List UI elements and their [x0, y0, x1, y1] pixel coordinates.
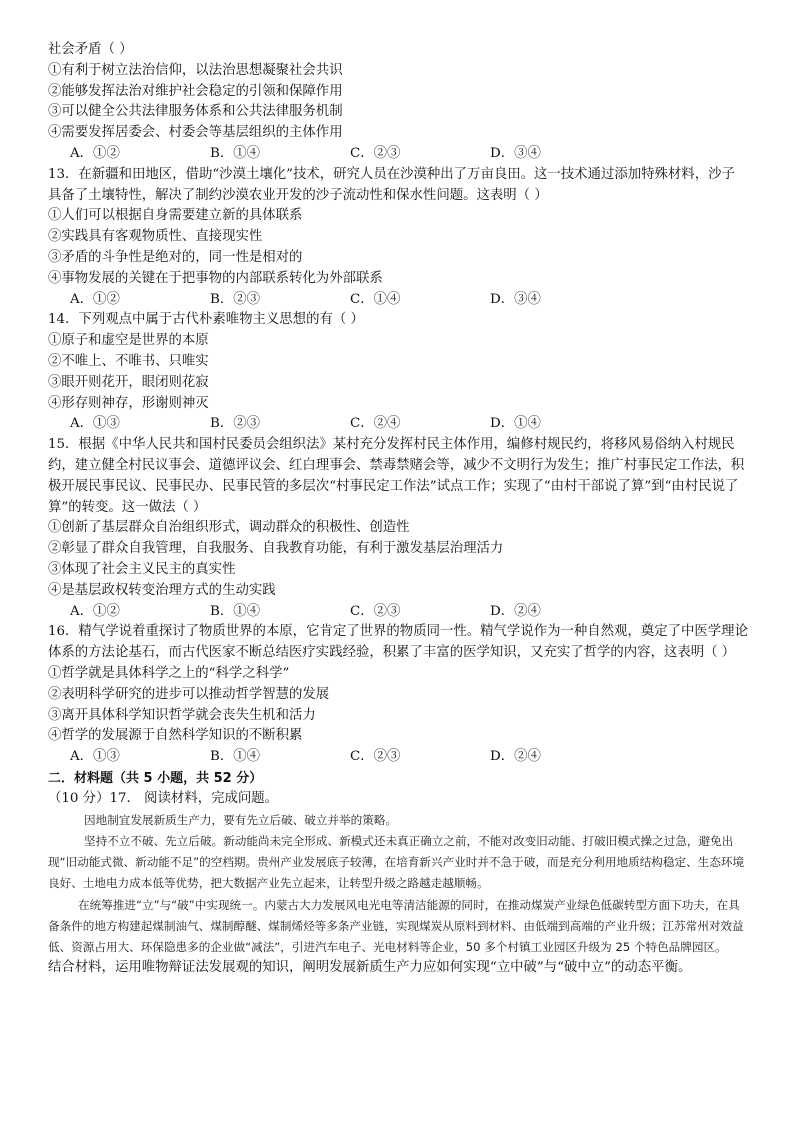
q17-material-paragraph-2: 在统筹推进“立”与“破”中实现统一。内蒙古大力发展风电光电等清洁能源的同时，在推动煤炭产业绿色低碳转型方面下功夫，在具备条件的地方构建起煤制油气、煤制醇醚、煤制烯烃等多条产业链，实现煤炭从原料到材料、由低端到高端的产业升级；江苏常州对效益低、资源占用大、环保隐患多的企业做“减法”，引进汽车电子、光电材料等企业，50 多个村镇工业园区升级为 25 个特色品牌园区。 [48, 897, 744, 954]
q13-option-a[interactable]: A．①② [70, 291, 120, 307]
q13-options [48, 290, 748, 311]
section-2-title: 二．材料题（共 5 小题，共 52 分） [48, 770, 263, 786]
q13-option-c[interactable]: C．①④ [350, 291, 401, 307]
q16-option-c[interactable]: C．②③ [350, 749, 401, 765]
q12-option-d[interactable]: D．③④ [490, 145, 541, 161]
q15-item-1: ①创新了基层群众自治组织形式，调动群众的积极性、创造性 [48, 520, 410, 536]
q15-option-d[interactable]: D．②④ [490, 603, 541, 619]
q12-stem-tail: 社会矛盾（ ） [48, 42, 133, 57]
q13-option-d[interactable]: D．③④ [490, 291, 541, 307]
q12-options [48, 144, 748, 165]
q15-option-a[interactable]: A．①② [70, 603, 120, 619]
q13-item-1: ①人们可以根据自身需要建立新的具体联系 [48, 208, 303, 224]
q15-item-2: ②彰显了群众自我管理，自我服务、自我教育功能，有利于激发基层治理活力 [48, 541, 504, 557]
q14-option-b[interactable]: B．②③ [210, 416, 261, 432]
q12-item-3: ③可以健全公共法律服务体系和公共法律服务机制 [48, 104, 343, 120]
q16-item-4: ④哲学的发展源于自然科学知识的不断积累 [48, 728, 303, 744]
q12-option-a[interactable]: A．①② [70, 145, 120, 161]
q16-item-3: ③离开具体科学知识哲学就会丧失生机和活力 [48, 707, 316, 723]
q12-item-4: ④需要发挥居委会、村委会等基层组织的主体作用 [48, 125, 343, 141]
q14-item-3: ③眼开则花开，眼闭则花寂 [48, 374, 209, 390]
q14-item-2: ②不唯上、不唯书、只唯实 [48, 353, 209, 369]
q12-item-1: ①有利于树立法治信仰，以法治思想凝聚社会共识 [48, 62, 343, 78]
q13-option-b[interactable]: B．②③ [210, 291, 261, 307]
q14-item-4: ④形存则神存，形谢则神灭 [48, 395, 209, 411]
q13-item-2: ②实践具有客观物质性、直接现实性 [48, 229, 263, 245]
q16-stem: 16．精气学说着重探讨了物质世界的本原，它肯定了世界的物质同一性。精气学说作为一种自然观，奠定了中医学理论体系的方法论基石，而古代医家不断总结医疗实践经验，积累了丰富的医学知识，又充实了哲学的内容，这表明（ ） [48, 624, 748, 661]
q16-item-2: ②表明科学研究的进步可以推动哲学智慧的发展 [48, 686, 330, 702]
q15-options [48, 602, 748, 623]
q17-heading: （10 分）17． 阅读材料，完成问题。 [48, 790, 279, 806]
q12-option-c[interactable]: C．②③ [350, 145, 401, 161]
q14-option-d[interactable]: D．①④ [490, 416, 541, 432]
q16-option-d[interactable]: D．②④ [490, 749, 541, 765]
q16-option-a[interactable]: A．①③ [70, 749, 120, 765]
q14-item-1: ①原子和虚空是世界的本原 [48, 333, 209, 349]
q13-item-3: ③矛盾的斗争性是绝对的，同一性是相对的 [48, 249, 303, 265]
q15-item-3: ③体现了社会主义民主的真实性 [48, 561, 236, 577]
q15-option-b[interactable]: B．①④ [210, 603, 261, 619]
q16-option-b[interactable]: B．①④ [210, 749, 261, 765]
q15-item-4: ④是基层政权转变治理方式的生动实践 [48, 582, 276, 598]
q17-question: 结合材料，运用唯物辩证法发展观的知识，阐明发展新质生产力应如何实现“立中破”与“破中立”的动态平衡。 [48, 960, 692, 976]
q13-item-4: ④事物发展的关键在于把事物的内部联系转化为外部联系 [48, 270, 383, 286]
q17-material-paragraph-1: 坚持不立不破、先立后破。新动能尚未完全形成、新模式还未真正确立之前，不能对改变旧动能、打破旧模式操之过急，避免出现“旧动能式微、新动能不足”的空档期。贵州产业发展底子较薄，在培育新兴产业时并不急于破，而是充分利用地质结构稳定、生态环境良好、土地电力成本低等优势，把大数据产业先立起来，让转型升级之路越走越顺畅。 [48, 833, 745, 891]
q15-stem: 15．根据《中华人民共和国村民委员会组织法》某村充分发挥村民主体作用，编修村规民约，将移风易俗纳入村规民约，建立健全村民议事会、道德评议会、红白理事会、禁毒禁赌会等，减少不文明行为发生；推广村事民定工作法，积极开展民事民议、民事民办、民事民管的多层次“村事民定工作法”试点工作；实现了“由村干部说了算”到“由村民说了算”的转变。这一做法（ ） [48, 437, 745, 515]
q15-option-c[interactable]: C．②③ [350, 603, 401, 619]
q12-option-b[interactable]: B．①④ [210, 145, 261, 161]
q12-item-2: ②能够发挥法治对维护社会稳定的引领和保障作用 [48, 83, 343, 99]
q16-options [48, 747, 748, 768]
q14-stem: 14．下列观点中属于古代朴素唯物主义思想的有（ ） [48, 312, 364, 328]
exam-page [48, 40, 748, 979]
q16-item-1: ①哲学就是具体科学之上的“科学之科学” [48, 665, 290, 681]
q17-material-intro: 因地制宜发展新质生产力，要有先立后破、破立并举的策略。 [84, 812, 398, 827]
q14-option-a[interactable]: A．①③ [70, 416, 120, 432]
q13-stem: 13．在新疆和田地区，借助“沙漠土壤化”技术，研究人员在沙漠种出了万亩良田。这一技术通过添加特殊材料，沙子具备了土壤特性，解决了制约沙漠农业开发的沙子流动性和保水性问题。这表明（ ） [48, 166, 735, 203]
q14-option-c[interactable]: C．②④ [350, 416, 401, 432]
q14-options [48, 414, 748, 435]
